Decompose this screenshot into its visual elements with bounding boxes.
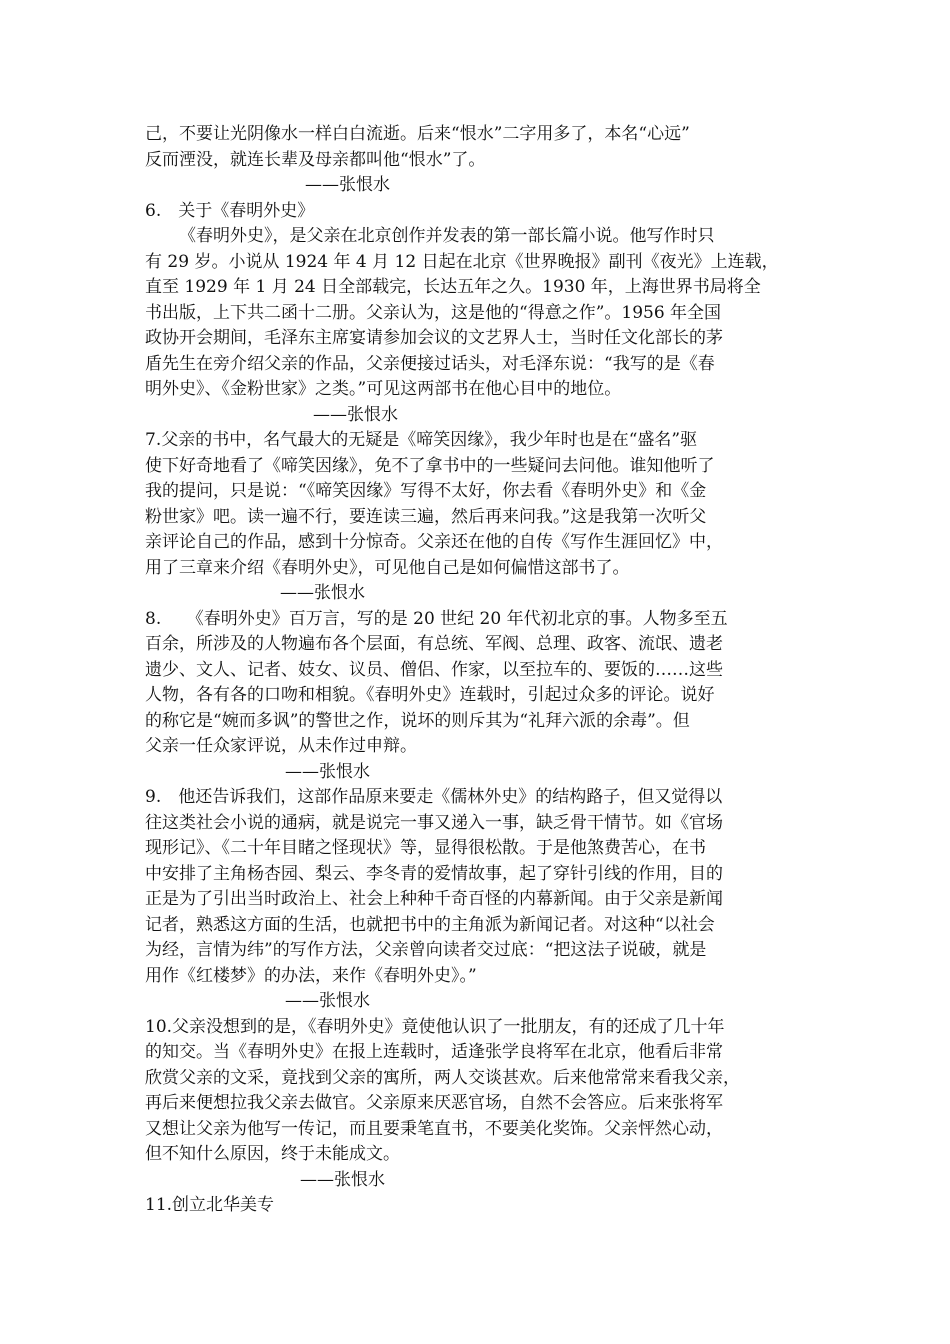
paragraph-line: 又想让父亲为他写一传记，而且要秉笔直书，不要美化奖饰。父亲怦然心动， bbox=[145, 1118, 723, 1139]
signature: ——张恨水 bbox=[285, 761, 370, 782]
paragraph-line: 明外史》、《金粉世家》之类。”可见这两部书在他心目中的地位。 bbox=[145, 379, 622, 399]
signature: ——张恨水 bbox=[300, 1169, 385, 1190]
paragraph-line: 但不知什么原因，终于未能成文。 bbox=[145, 1144, 400, 1164]
paragraph-line: 《春明外史》，是父亲在北京创作并发表的第一部长篇小说。他写作时只 bbox=[179, 226, 715, 246]
paragraph-line: 为经，言情为纬”的写作方法，父亲曾向读者交过底：“把这法子说破，就是 bbox=[145, 940, 707, 960]
paragraph-line: 往这类社会小说的通病，就是说完一事又递入一事，缺乏骨干情节。如《官场 bbox=[145, 812, 723, 833]
paragraph-line: 的称它是“婉而多讽”的警世之作，说坏的则斥其为“礼拜六派的余毒”。但 bbox=[145, 710, 690, 731]
paragraph-line: 直至 1929 年 1 月 24 日全部载完，长达五年之久。1930 年，上海世界书局将全 bbox=[145, 277, 761, 297]
paragraph-line: 10.父亲没想到的是，《春明外史》竟使他认识了一批朋友，有的还成了几十年 bbox=[145, 1016, 725, 1037]
paragraph-line: 我的提问，只是说：“《啼笑因缘》写得不太好，你去看《春明外史》和《金 bbox=[145, 481, 707, 501]
section-heading: 6. 关于《春明外史》 bbox=[145, 200, 315, 221]
paragraph-line: 的知交。当《春明外史》在报上连载时，适逢张学良将军在北京，他看后非常 bbox=[145, 1042, 723, 1062]
paragraph-line: 书出版，上下共二函十二册。父亲认为，这是他的“得意之作”。1956 年全国 bbox=[145, 302, 722, 323]
section-heading: 11.创立北华美专 bbox=[145, 1195, 275, 1215]
paragraph-line: 己，不要让光阴像水一样白白流逝。后来“恨水”二字用多了，本名“心远” bbox=[145, 124, 690, 144]
paragraph-line: 粉世家》吧。读一遍不行，要连读三遍，然后再来问我。”这是我第一次听父 bbox=[145, 506, 707, 527]
paragraph-line: 有 29 岁。小说从 1924 年 4 月 12 日起在北京《世界晚报》副刊《夜光》上连载， bbox=[145, 251, 779, 272]
paragraph-line: 用作《红楼梦》的办法，来作《春明外史》。” bbox=[145, 965, 477, 986]
paragraph-line: 7.父亲的书中，名气最大的无疑是《啼笑因缘》，我少年时也是在“盛名”驱 bbox=[145, 430, 698, 450]
paragraph-line: 9. 他还告诉我们，这部作品原来要走《儒林外史》的结构路子，但又觉得以 bbox=[145, 787, 723, 807]
paragraph-line: 现形记》、《二十年目睹之怪现状》等，显得很松散。于是他煞费苦心，在书 bbox=[145, 838, 706, 858]
signature: ——张恨水 bbox=[313, 404, 398, 425]
paragraph-line: 使下好奇地看了《啼笑因缘》，免不了拿书中的一些疑问去问他。谁知他听了 bbox=[145, 455, 715, 476]
document-body bbox=[145, 122, 810, 1219]
paragraph-line: 反而湮没，就连长辈及母亲都叫他“恨水”了。 bbox=[145, 149, 486, 170]
paragraph-line: 人物，各有各的口吻和相貌。《春明外史》连载时，引起过众多的评论。说好 bbox=[145, 685, 715, 705]
paragraph-line: 遗少、文人、记者、妓女、议员、僧侣、作家，以至拉车的、要饭的……这些 bbox=[145, 659, 723, 680]
paragraph-line: 8. 《春明外史》百万言，写的是 20 世纪 20 年代初北京的事。人物多至五 bbox=[145, 608, 728, 629]
paragraph-line: 再后来便想拉我父亲去做官。父亲原来厌恶官场，自然不会答应。后来张将军 bbox=[145, 1093, 723, 1113]
paragraph-line: 用了三章来介绍《春明外史》，可见他自己是如何偏惜这部书了。 bbox=[145, 557, 630, 578]
paragraph-line: 百余，所涉及的人物遍布各个层面，有总统、军阀、总理、政客、流氓、遗老 bbox=[145, 634, 723, 654]
signature: ——张恨水 bbox=[280, 583, 365, 603]
paragraph-line: 父亲一任众家评说，从未作过申辩。 bbox=[145, 736, 417, 756]
paragraph-line: 欣赏父亲的文采，竟找到父亲的寓所，两人交谈甚欢。后来他常常来看我父亲， bbox=[145, 1067, 740, 1088]
signature: ——张恨水 bbox=[285, 991, 370, 1011]
paragraph-line: 政协开会期间，毛泽东主席宴请参加会议的文艺界人士，当时任文化部长的茅 bbox=[145, 328, 723, 348]
signature: ——张恨水 bbox=[305, 175, 390, 195]
paragraph-line: 中安排了主角杨杏园、梨云、李冬青的爱情故事，起了穿针引线的作用，目的 bbox=[145, 863, 723, 884]
paragraph-line: 记者，熟悉这方面的生活，也就把书中的主角派为新闻记者。对这种“以社会 bbox=[145, 914, 715, 935]
paragraph-line: 亲评论自己的作品，感到十分惊奇。父亲还在他的自传《写作生涯回忆》中， bbox=[145, 532, 723, 552]
paragraph-line: 正是为了引出当时政治上、社会上种种千奇百怪的内幕新闻。由于父亲是新闻 bbox=[145, 889, 723, 909]
paragraph-line: 盾先生在旁介绍父亲的作品，父亲便接过话头，对毛泽东说：“我写的是《春 bbox=[145, 353, 715, 374]
